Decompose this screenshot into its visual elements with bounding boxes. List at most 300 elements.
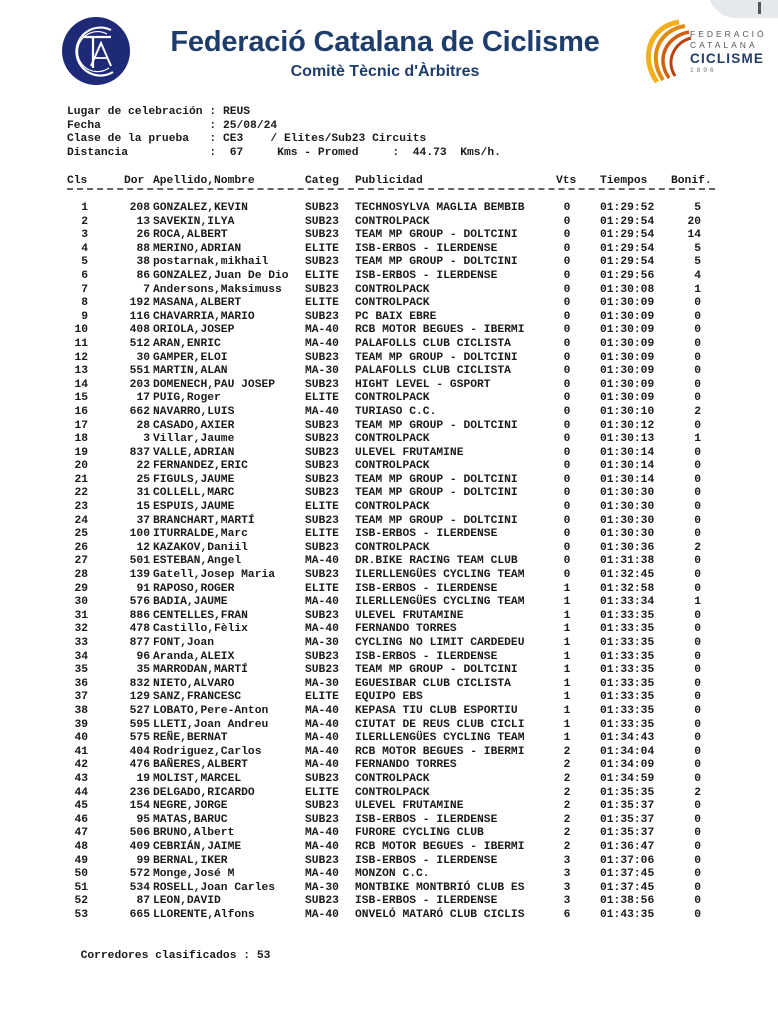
cell-bonif: 0	[694, 514, 701, 527]
cell-categ: ELITE	[305, 582, 339, 595]
cell-tiempos: 01:30:09	[600, 378, 655, 391]
table-row	[0, 392, 778, 406]
cell-tiempos: 01:32:45	[600, 569, 655, 582]
cell-categ: MA-30	[305, 677, 339, 690]
cell-categ: SUB23	[305, 202, 339, 214]
table-row	[0, 637, 778, 651]
cell-tiempos: 01:33:34	[600, 596, 655, 609]
table-row	[0, 800, 778, 814]
cell-vts: 0	[563, 473, 571, 486]
race-info-separator: :	[202, 106, 223, 118]
classified-count: 53	[256, 949, 271, 962]
cell-vts: 1	[563, 596, 571, 609]
cell-categ: SUB23	[305, 473, 339, 486]
cell-bonif: 1	[694, 433, 701, 446]
cell-cls: 11	[74, 337, 88, 350]
cell-publicidad: ISB-ERBOS - ILERDENSE	[355, 813, 498, 826]
cell-categ: MA-40	[305, 623, 339, 636]
cell-name: ITURRALDE,Marc	[153, 528, 248, 541]
cell-vts: 1	[563, 637, 571, 649]
cell-bonif: 0	[694, 691, 701, 704]
cell-cls: 36	[74, 677, 88, 690]
table-row	[0, 882, 778, 896]
cell-publicidad: PALAFOLLS CLUB CICLISTA	[355, 365, 511, 378]
cell-tiempos: 01:37:45	[600, 868, 655, 881]
cell-categ: MA-30	[305, 881, 339, 894]
cell-dor: 116	[129, 310, 150, 323]
cell-vts: 0	[563, 215, 571, 228]
cell-categ: ELITE	[305, 269, 339, 282]
cell-name: Monge,José M	[153, 868, 235, 881]
cell-vts: 0	[563, 514, 571, 527]
header-name: Apellido,Nombre	[153, 175, 255, 187]
table-row	[0, 909, 778, 923]
cell-cls: 25	[74, 528, 88, 541]
cell-vts: 0	[563, 297, 571, 310]
cell-categ: ELITE	[305, 242, 339, 255]
cell-bonif: 0	[694, 650, 701, 663]
cell-bonif: 0	[694, 473, 701, 486]
cell-vts: 3	[563, 854, 571, 867]
cell-dor: 38	[136, 256, 150, 269]
table-row	[0, 406, 778, 420]
table-row	[0, 379, 778, 393]
table-row	[0, 270, 778, 284]
race-info-value: 67 Kms - Promed : 44.73 Kms/h.	[222, 146, 501, 159]
cell-vts: 3	[563, 868, 571, 881]
table-row	[0, 719, 778, 733]
cell-dor: 576	[129, 596, 150, 609]
cell-bonif: 1	[694, 596, 701, 609]
cell-dor: 534	[129, 881, 150, 894]
cell-categ: SUB23	[305, 895, 339, 908]
cell-dor: 572	[129, 868, 150, 881]
cell-bonif: 0	[694, 854, 701, 867]
cell-vts: 2	[563, 772, 571, 785]
cell-publicidad: DR.BIKE RACING TEAM CLUB	[355, 555, 518, 568]
cell-dor: 478	[129, 623, 150, 636]
cell-vts: 1	[563, 650, 571, 663]
cell-tiempos: 01:29:54	[600, 215, 655, 228]
race-info-value: 25/08/24	[222, 119, 278, 132]
table-row	[0, 460, 778, 474]
cell-dor: 100	[129, 528, 150, 541]
cell-categ: MA-40	[305, 555, 339, 568]
cell-bonif: 0	[694, 351, 701, 364]
cell-name: MOLIST,MARCEL	[153, 772, 242, 785]
cell-publicidad: PC BAIX EBRE	[355, 310, 437, 323]
cell-dor: 408	[129, 324, 150, 337]
cell-publicidad: ISB-ERBOS - ILERDENSE	[355, 895, 498, 908]
fcc-line1: FEDERACIÓ	[690, 29, 767, 39]
cell-publicidad: ULEVEL FRUTAMINE	[355, 800, 464, 813]
table-row	[0, 827, 778, 841]
cell-categ: MA-30	[305, 365, 339, 378]
cell-bonif: 0	[694, 623, 701, 636]
cell-categ: SUB23	[305, 460, 339, 473]
cell-vts: 0	[563, 541, 571, 554]
cell-publicidad: ULEVEL FRUTAMINE	[355, 609, 464, 622]
cell-tiempos: 01:43:35	[600, 908, 655, 921]
cell-publicidad: TEAM MP GROUP - DOLTCINI	[355, 514, 518, 527]
cell-name: CHAVARRIA,MARIO	[153, 310, 255, 323]
cell-publicidad: CONTROLPACK	[355, 215, 430, 228]
cell-categ: SUB23	[305, 419, 339, 432]
cell-categ: ELITE	[305, 528, 339, 541]
cell-vts: 1	[563, 623, 571, 636]
cell-bonif: 0	[694, 310, 701, 323]
cell-name: BRUNO,Albert	[153, 827, 235, 840]
cell-publicidad: ONVELÓ MATARÓ CLUB CICLIS	[355, 908, 525, 921]
cell-dor: 12	[136, 541, 150, 554]
fcc-arcs-logo-icon	[633, 16, 693, 86]
cell-name: GAMPER,ELOI	[153, 351, 228, 364]
table-row	[0, 216, 778, 230]
cell-publicidad: TEAM MP GROUP - DOLTCINI	[355, 256, 518, 269]
cell-cls: 49	[74, 854, 88, 867]
cell-publicidad: CONTROLPACK	[355, 433, 430, 446]
cell-publicidad: KEPASA TIU CLUB ESPORTIU	[355, 704, 518, 717]
cell-vts: 0	[563, 256, 571, 269]
cell-name: BADIA,JAUME	[153, 596, 228, 609]
cell-dor: 25	[136, 473, 150, 486]
cell-publicidad: FURORE CYCLING CLUB	[355, 827, 484, 840]
results-table	[0, 202, 778, 922]
cell-categ: SUB23	[305, 229, 339, 242]
cell-cls: 3	[81, 229, 88, 242]
corner-tab-mark	[758, 2, 761, 14]
cell-publicidad: CONTROLPACK	[355, 541, 430, 554]
cell-dor: 837	[129, 446, 150, 459]
cell-categ: MA-40	[305, 324, 339, 337]
table-row	[0, 868, 778, 882]
cell-categ: SUB23	[305, 569, 339, 582]
table-row	[0, 297, 778, 311]
cell-vts: 0	[563, 405, 571, 418]
cell-cls: 13	[74, 365, 88, 378]
cell-vts: 0	[563, 365, 571, 378]
cell-bonif: 0	[694, 501, 701, 514]
cell-name: REÑE,BERNAT	[153, 732, 228, 745]
cell-bonif: 4	[694, 269, 701, 282]
cell-dor: 30	[136, 351, 150, 364]
cell-dor: 192	[129, 297, 150, 310]
cell-dor: 139	[129, 569, 150, 582]
cell-name: MATAS,BARUC	[153, 813, 228, 826]
cell-name: NIETO,ALVARO	[153, 677, 235, 690]
cell-categ: MA-40	[305, 908, 339, 921]
cell-vts: 0	[563, 501, 571, 514]
cell-vts: 0	[563, 283, 571, 296]
cell-publicidad: ILERLLENGÜES CYCLING TEAM	[355, 732, 525, 745]
cell-dor: 409	[129, 840, 150, 853]
cell-tiempos: 01:33:35	[600, 677, 655, 690]
cell-tiempos: 01:34:59	[600, 772, 655, 785]
fcc-line2: CATALANA	[690, 40, 758, 50]
cell-tiempos: 01:30:09	[600, 337, 655, 350]
cell-publicidad: ISB-ERBOS - ILERDENSE	[355, 269, 498, 282]
cell-categ: SUB23	[305, 487, 339, 500]
cell-tiempos: 01:35:37	[600, 813, 655, 826]
table-row	[0, 759, 778, 773]
cell-dor: 99	[136, 854, 150, 867]
race-info-row	[67, 147, 501, 161]
cell-categ: SUB23	[305, 609, 339, 622]
cell-dor: 3	[143, 433, 150, 446]
table-row	[0, 814, 778, 828]
cell-vts: 0	[563, 433, 571, 446]
table-row	[0, 651, 778, 665]
cell-tiempos: 01:30:08	[600, 283, 655, 296]
cell-cls: 30	[74, 596, 88, 609]
cell-tiempos: 01:33:35	[600, 718, 655, 731]
cell-publicidad: RCB MOTOR BEGUES - IBERMI	[355, 840, 525, 853]
cell-tiempos: 01:30:14	[600, 473, 655, 486]
cell-dor: 575	[129, 732, 150, 745]
cell-tiempos: 01:30:09	[600, 365, 655, 378]
cell-bonif: 0	[694, 637, 701, 649]
race-info-separator: :	[100, 119, 223, 132]
cell-cls: 52	[74, 895, 88, 908]
cell-dor: 208	[129, 202, 150, 214]
cell-dor: 662	[129, 405, 150, 418]
header-bonif: Bonif.	[671, 175, 712, 187]
cell-cls: 40	[74, 732, 88, 745]
cell-bonif: 0	[694, 419, 701, 432]
fcc-wordmark	[690, 29, 767, 76]
cell-bonif: 0	[694, 827, 701, 840]
cell-tiempos: 01:34:04	[600, 745, 655, 758]
cell-dor: 877	[129, 637, 150, 649]
cell-categ: SUB23	[305, 514, 339, 527]
race-info-label: Lugar de celebración	[67, 106, 203, 118]
cell-tiempos: 01:30:09	[600, 324, 655, 337]
cell-publicidad: ILERLLENGÜES CYCLING TEAM	[355, 596, 525, 609]
cell-name: LLETI,Joan Andreu	[153, 718, 269, 731]
cell-dor: 154	[129, 800, 150, 813]
federation-title: Federació Catalana de Ciclisme	[170, 26, 600, 58]
table-row	[0, 773, 778, 787]
cell-publicidad: TEAM MP GROUP - DOLTCINI	[355, 664, 518, 677]
cell-cls: 45	[74, 800, 88, 813]
cell-dor: 506	[129, 827, 150, 840]
cell-vts: 2	[563, 759, 571, 772]
cell-bonif: 14	[687, 229, 701, 242]
table-row	[0, 841, 778, 855]
cell-tiempos: 01:30:30	[600, 528, 655, 541]
cell-name: ESTEBAN,Angel	[153, 555, 242, 568]
cell-categ: SUB23	[305, 283, 339, 296]
table-row	[0, 501, 778, 515]
cell-name: Rodriguez,Carlos	[153, 745, 262, 758]
cell-name: COLLELL,MARC	[153, 487, 235, 500]
cell-cls: 34	[74, 650, 88, 663]
cell-tiempos: 01:35:37	[600, 827, 655, 840]
cell-name: VALLE,ADRIAN	[153, 446, 235, 459]
cell-cls: 53	[74, 908, 88, 921]
cell-name: DOMENECH,PAU JOSEP	[153, 378, 276, 391]
cell-tiempos: 01:34:09	[600, 759, 655, 772]
cell-cls: 41	[74, 745, 88, 758]
cell-cls: 31	[74, 609, 88, 622]
cell-bonif: 0	[694, 732, 701, 745]
race-info-value: CE3 / Elites/Sub23 Circuits	[222, 133, 427, 146]
race-info-label: Clase de la prueba	[67, 133, 190, 146]
cell-categ: MA-40	[305, 745, 339, 758]
cell-vts: 2	[563, 827, 571, 840]
cell-name: BAÑERES,ALBERT	[153, 759, 248, 772]
cell-bonif: 0	[694, 772, 701, 785]
cell-categ: SUB23	[305, 664, 339, 677]
cell-publicidad: CONTROLPACK	[355, 460, 430, 473]
cell-dor: 37	[136, 514, 150, 527]
cell-bonif: 0	[694, 868, 701, 881]
cell-bonif: 2	[694, 786, 701, 799]
table-row	[0, 569, 778, 583]
cell-tiempos: 01:30:14	[600, 460, 655, 473]
cell-publicidad: ISB-ERBOS - ILERDENSE	[355, 854, 498, 867]
cell-name: MARRODAN,MARTÍ	[153, 664, 248, 677]
cell-tiempos: 01:36:47	[600, 840, 655, 853]
cell-vts: 0	[563, 324, 571, 337]
cell-categ: ELITE	[305, 297, 339, 310]
cell-vts: 0	[563, 460, 571, 473]
cell-cls: 39	[74, 718, 88, 731]
cell-publicidad: CONTROLPACK	[355, 501, 430, 514]
cell-vts: 1	[563, 704, 571, 717]
cell-categ: MA-40	[305, 732, 339, 745]
race-info-separator: :	[189, 133, 223, 146]
cell-publicidad: ULEVEL FRUTAMINE	[355, 446, 464, 459]
cell-vts: 2	[563, 786, 571, 799]
cell-cls: 42	[74, 759, 88, 772]
cell-name: ARAN,ENRIC	[153, 337, 221, 350]
table-row	[0, 691, 778, 705]
cell-tiempos: 01:35:37	[600, 800, 655, 813]
cell-tiempos: 01:29:54	[600, 256, 655, 269]
header-divider	[67, 188, 715, 192]
cell-tiempos: 01:38:56	[600, 895, 655, 908]
cell-vts: 1	[563, 609, 571, 622]
cell-vts: 1	[563, 664, 571, 677]
cell-vts: 0	[563, 569, 571, 582]
cell-bonif: 0	[694, 337, 701, 350]
cell-publicidad: TEAM MP GROUP - DOLTCINI	[355, 419, 518, 432]
cell-vts: 3	[563, 895, 571, 908]
cell-name: LOBATO,Pere-Anton	[153, 704, 269, 717]
cell-tiempos: 01:29:54	[600, 229, 655, 242]
cell-categ: MA-30	[305, 637, 339, 649]
cell-name: BRANCHART,MARTÍ	[153, 514, 255, 527]
cell-tiempos: 01:30:12	[600, 419, 655, 432]
cell-tiempos: 01:35:35	[600, 786, 655, 799]
table-row	[0, 787, 778, 801]
cell-categ: MA-40	[305, 718, 339, 731]
cell-bonif: 5	[694, 256, 701, 269]
cell-cls: 10	[74, 324, 88, 337]
cell-tiempos: 01:33:35	[600, 637, 655, 649]
cell-vts: 0	[563, 202, 571, 214]
cell-tiempos: 01:30:09	[600, 310, 655, 323]
cta-logo-icon	[61, 16, 131, 86]
table-row	[0, 474, 778, 488]
cell-vts: 0	[563, 229, 571, 242]
cell-dor: 236	[129, 786, 150, 799]
cell-tiempos: 01:33:35	[600, 650, 655, 663]
cell-name: ORIOLA,JOSEP	[153, 324, 235, 337]
cell-tiempos: 01:34:43	[600, 732, 655, 745]
cell-bonif: 0	[694, 895, 701, 908]
cell-bonif: 0	[694, 365, 701, 378]
cell-bonif: 0	[694, 446, 701, 459]
cell-dor: 95	[136, 813, 150, 826]
header-cls: Cls	[67, 175, 88, 187]
race-info-value: REUS	[222, 106, 251, 118]
cell-vts: 0	[563, 310, 571, 323]
cell-categ: SUB23	[305, 800, 339, 813]
cell-bonif: 0	[694, 908, 701, 921]
cell-cls: 47	[74, 827, 88, 840]
classified-label: Corredores clasificados	[80, 949, 237, 962]
cell-publicidad: TEAM MP GROUP - DOLTCINI	[355, 487, 518, 500]
cell-tiempos: 01:29:54	[600, 242, 655, 255]
cell-publicidad: CONTROLPACK	[355, 392, 430, 405]
cell-vts: 0	[563, 337, 571, 350]
cell-bonif: 0	[694, 813, 701, 826]
race-info-separator: :	[128, 146, 223, 159]
cell-cls: 6	[81, 269, 88, 282]
cell-tiempos: 01:37:06	[600, 854, 655, 867]
cell-categ: SUB23	[305, 433, 339, 446]
cell-cls: 20	[74, 460, 88, 473]
cell-vts: 0	[563, 378, 571, 391]
cell-bonif: 0	[694, 881, 701, 894]
cell-tiempos: 01:29:56	[600, 269, 655, 282]
cell-cls: 4	[81, 242, 88, 255]
table-header	[0, 175, 778, 189]
cell-name: Castillo,Fèlix	[153, 623, 248, 636]
cell-categ: SUB23	[305, 256, 339, 269]
table-row	[0, 256, 778, 270]
cell-vts: 0	[563, 446, 571, 459]
cell-tiempos: 01:30:30	[600, 487, 655, 500]
cell-vts: 3	[563, 881, 571, 894]
cell-categ: SUB23	[305, 378, 339, 391]
cell-publicidad: TEAM MP GROUP - DOLTCINI	[355, 351, 518, 364]
cell-categ: ELITE	[305, 392, 339, 405]
race-info-label: Distancia	[67, 146, 129, 159]
cell-cls: 9	[81, 310, 88, 323]
cell-publicidad: CONTROLPACK	[355, 786, 430, 799]
cell-name: ROSELL,Joan Carles	[153, 881, 276, 894]
cell-categ: SUB23	[305, 813, 339, 826]
cell-categ: MA-40	[305, 405, 339, 418]
cell-bonif: 0	[694, 745, 701, 758]
cell-vts: 2	[563, 800, 571, 813]
cell-publicidad: CYCLING NO LIMIT CARDEDEU	[355, 637, 525, 649]
cell-bonif: 0	[694, 392, 701, 405]
cell-vts: 1	[563, 677, 571, 690]
cell-categ: SUB23	[305, 351, 339, 364]
cell-cls: 1	[81, 202, 88, 214]
table-row	[0, 365, 778, 379]
table-row	[0, 243, 778, 257]
cell-publicidad: RCB MOTOR BEGUES - IBERMI	[355, 745, 525, 758]
cell-cls: 19	[74, 446, 88, 459]
cell-publicidad: MONTBIKE MONTBRIÓ CLUB ES	[355, 881, 525, 894]
race-info-row	[67, 133, 501, 147]
cell-cls: 43	[74, 772, 88, 785]
